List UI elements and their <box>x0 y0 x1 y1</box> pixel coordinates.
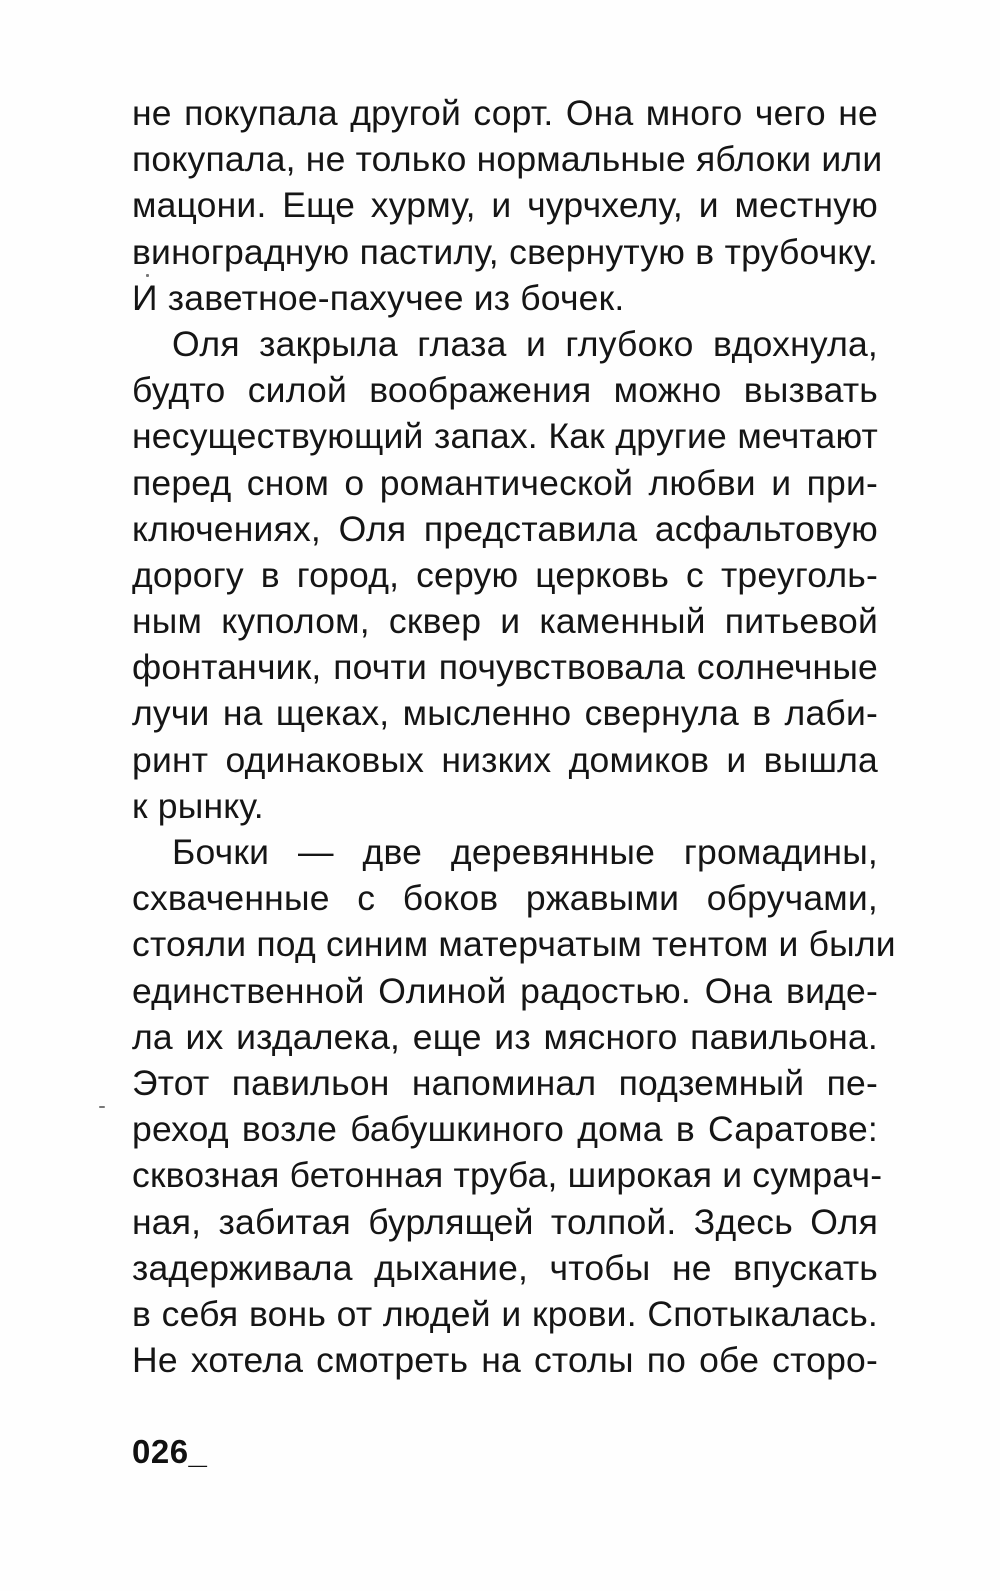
text-line: ная, забитая бурлящей толпой. Здесь Оля <box>132 1201 878 1242</box>
text-line: виноградную пастилу, свернутую в трубочку. <box>132 231 878 272</box>
text-line: будто силой воображения можно вызвать <box>132 370 878 411</box>
text-line: дорогу в город, серую церковь с треуголь- <box>132 554 878 595</box>
text-line: фонтанчик, почти почувствовала солнечные <box>132 647 878 688</box>
text-line: единственной Олиной радостью. Она виде- <box>132 970 878 1011</box>
text-line: сквозная бетонная труба, широкая и сумрач- <box>132 1155 883 1196</box>
text-line: Не хотела смотреть на столы по обе сторо- <box>132 1340 878 1381</box>
text-line: Этот павильон напоминал подземный пе- <box>132 1062 878 1103</box>
text-line: задерживала дыхание, чтобы не впускать <box>132 1247 878 1288</box>
text-line: реход возле бабушкиного дома в Саратове: <box>132 1109 878 1150</box>
text-line: стояли под синим матерчатым тентом и были <box>132 924 896 965</box>
text-line: ключениях, Оля представила асфальтовую <box>132 508 878 549</box>
text-line: ринт одинаковых низких домиков и вышла <box>132 739 878 780</box>
page-number: 026_ <box>132 1433 208 1470</box>
paragraph-first-line: Бочки — две деревянные громадины, <box>172 832 878 872</box>
text-line: И заветное-пахучее из бочек. <box>132 277 625 318</box>
text-line: схваченные с боков ржавыми обручами, <box>132 878 878 919</box>
scan-speck <box>146 274 149 277</box>
text-line: в себя вонь от людей и крови. Спотыкалась. <box>132 1293 878 1334</box>
paragraph-first-line: Оля закрыла глаза и глубоко вдохнула, <box>172 323 878 364</box>
body-text <box>132 90 896 1383</box>
text-line: перед сном о романтической любви и при- <box>132 462 878 503</box>
text-line: мацони. Еще хурму, и чурчхелу, и местную <box>132 185 878 226</box>
text-line: ла их издалека, еще из мясного павильона. <box>132 1016 878 1057</box>
text-line: не покупала другой сорт. Она много чего не <box>132 93 878 133</box>
text-line: к рынку. <box>132 785 264 826</box>
text-line: ным куполом, сквер и каменный питьевой <box>132 601 878 642</box>
scan-speck <box>99 1106 105 1108</box>
text-line: несуществующий запах. Как другие мечтают <box>132 416 878 457</box>
text-line: лучи на щеках, мысленно свернула в лаби- <box>132 693 878 734</box>
text-line: покупала, не только нормальные яблоки или <box>132 139 883 180</box>
